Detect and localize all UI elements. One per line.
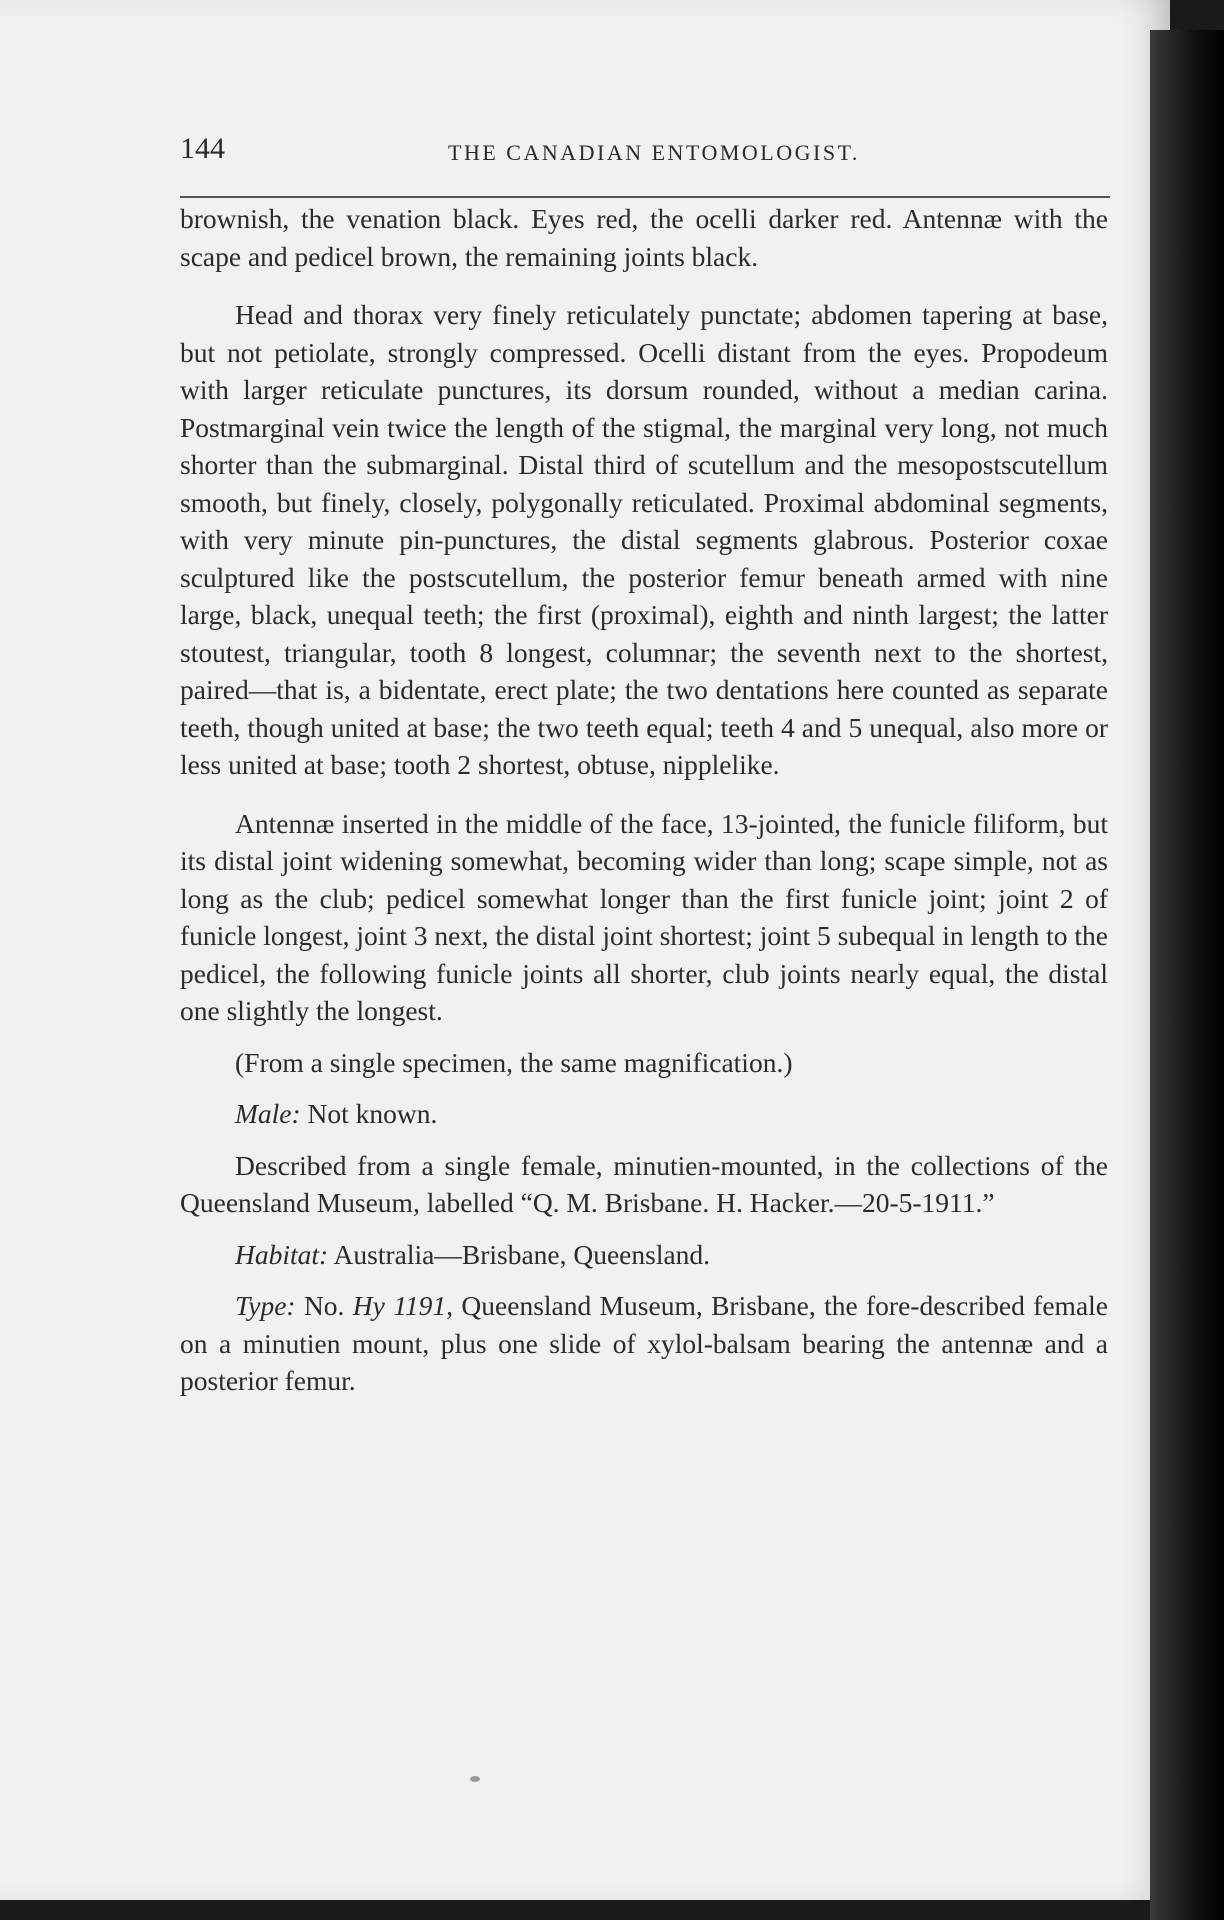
male-label: Male: bbox=[235, 1098, 301, 1129]
habitat-text: Australia—Brisbane, Queensland. bbox=[328, 1238, 711, 1270]
page-number: 144 bbox=[180, 132, 225, 165]
type-mid: No. bbox=[295, 1290, 353, 1321]
paragraph-continuation: brownish, the venation black. Eyes red, the ocelli darker red. Antennæ with the scape and pedicel brown, the remaining joints black. bbox=[180, 203, 1108, 272]
paragraph-type bbox=[180, 1287, 1108, 1400]
type-label: Type: bbox=[235, 1290, 296, 1321]
header-rule bbox=[180, 196, 1110, 198]
page-header bbox=[180, 132, 1110, 182]
body-text bbox=[180, 200, 1108, 1400]
habitat-label: Habitat: bbox=[235, 1238, 329, 1270]
type-number: Hy 1191 bbox=[352, 1290, 447, 1321]
paragraph-specimen-note: (From a single specimen, the same magnification.) bbox=[235, 1046, 793, 1078]
paragraph-antennae-description: Antennæ inserted in the middle of the face, 13-jointed, the funicle filiform, but its distal joint widening somewhat, becoming wider than long; scape simple, not as long as the club; pedicel somewhat longer than the first funicle joint; joint 2 of funicle longest, joint 3 next, the distal joint shortest; joint 5 subequal in length to the pedicel, the following funicle joints all shorter, club joints nearly equal, the distal one slightly the longest. bbox=[180, 807, 1109, 1026]
running-head: THE CANADIAN ENTOMOLOGIST. bbox=[448, 140, 860, 165]
paragraph-habitat bbox=[180, 1236, 1108, 1274]
paragraph-described-from: Described from a single female, minutien-mounted, in the collections of the Queensland Museum, labelled “Q. M. Brisbane. H. Hacker.—20-5-1911.” bbox=[180, 1149, 1108, 1218]
paragraph-sculpture-description: Head and thorax very finely reticulately punctate; abdomen tapering at base, but not petiolate, strongly compressed. Ocelli distant from the eyes. Propodeum with larger reticulate punctures, its dorsum rounded, without a median carina. Postmarginal vein twice the length of the stigmal, the marginal very long, not much shorter than the submarginal. Distal third of scutellum and the mesopostscutellum smooth, but finely, closely, polygonally reticulated. Proximal abdominal segments, with very minute pin-punctures, the distal segments glabrous. Posterior coxae sculptured like the postscutellum, the posterior femur beneath armed with nine large, black, unequal teeth; the first (proximal), eighth and ninth largest; the latter stoutest, triangular, tooth 8 longest, columnar; the seventh next to the shortest, paired—that is, a bidentate, erect plate; the two dentations here counted as separate teeth, though united at base; the two teeth equal; teeth 4 and 5 unequal, also more or less united at base; tooth 2 shortest, obtuse, nipplelike. bbox=[180, 299, 1108, 780]
page-edge-shadow bbox=[1150, 30, 1224, 1920]
male-text: Not known. bbox=[300, 1098, 438, 1129]
type-text: , Queensland Museum, Brisbane, the fore-described female on a minutien mount, plus one slide of xylol-balsam bearing the antennæ and a posterior femur. bbox=[180, 1290, 1108, 1396]
paragraph-male bbox=[180, 1095, 1108, 1133]
paper-speck bbox=[470, 1776, 480, 1782]
